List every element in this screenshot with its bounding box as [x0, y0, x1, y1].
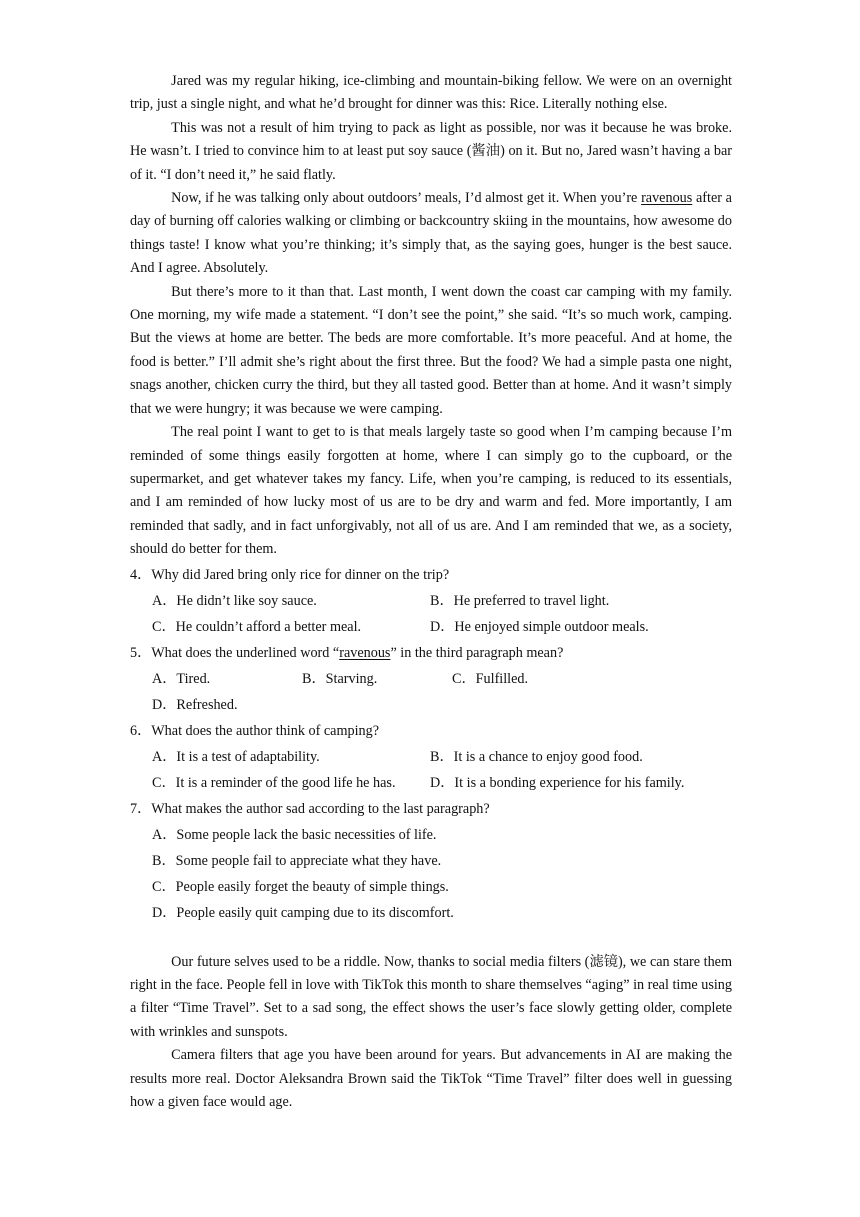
question-5-option-a: A．Tired. — [152, 670, 211, 687]
question-6-options — [152, 744, 732, 796]
question-5-underlined-word: ravenous — [339, 644, 391, 661]
question-7 — [130, 796, 732, 926]
passage2-paragraph-2: Camera filters that age you have been around for years. But advancements in AI are making the results more real. Doctor Aleksandra Brown said the TikTok “Time Travel” filter does well in guessing how a given face would age. — [130, 1047, 732, 1110]
question-6-option-c: C．It is a reminder of the good life he has. — [152, 774, 396, 791]
passage1-paragraph-2: This was not a result of him trying to pack as light as possible, nor was it because he was broke. He wasn’t. I tried to convince him to at least put soy sauce (酱油) on it. But no, Jared wasn’t having a bar of it. “I don’t need it,” he said flatly. — [130, 119, 732, 183]
question-6-stem: 6．What does the author think of camping? — [130, 722, 380, 739]
question-5-option-d: D．Refreshed. — [152, 696, 238, 713]
question-7-option-c: C．People easily forget the beauty of simple things. — [152, 878, 449, 895]
question-4-option-a: A．He didn’t like soy sauce. — [152, 592, 317, 609]
question-4-option-c: C．He couldn’t afford a better meal. — [152, 618, 362, 635]
question-7-option-a: A．Some people lack the basic necessities of life. — [152, 826, 437, 843]
question-7-stem: 7．What makes the author sad according to the last paragraph? — [130, 800, 490, 817]
passage1-paragraph-3 — [130, 187, 732, 281]
passage1-paragraph-1: Jared was my regular hiking, ice-climbing and mountain-biking fellow. We were on an overnight trip, just a single night, and what he’d brought for dinner was this: Rice. Literally nothing else. — [130, 73, 732, 113]
question-4-option-d: D．He enjoyed simple outdoor meals. — [430, 618, 649, 635]
question-7-options — [152, 822, 732, 926]
question-4-stem: 4．Why did Jared bring only rice for dinner on the trip? — [130, 566, 450, 583]
question-7-option-b: B．Some people fail to appreciate what they have. — [152, 852, 442, 869]
question-5-stem-after: ” in the third paragraph mean? — [390, 644, 564, 661]
question-5-stem-before: 5．What does the underlined word “ — [130, 644, 340, 661]
question-5-stem — [130, 640, 732, 666]
document-page — [130, 70, 732, 1114]
p3-text-before: Now, if he was talking only about outdoors’ meals, I’d almost get it. When you’re — [171, 190, 642, 207]
question-6-option-b: B．It is a chance to enjoy good food. — [430, 748, 643, 765]
question-6-option-a: A．It is a test of adaptability. — [152, 748, 320, 765]
question-6 — [130, 718, 732, 796]
question-5-options — [152, 666, 732, 718]
section-spacer — [130, 926, 732, 951]
question-5-option-b: B．Starving. — [302, 670, 378, 687]
question-5 — [130, 640, 732, 718]
passage2-paragraph-1: Our future selves used to be a riddle. Now, thanks to social media filters (滤镜), we can stare them right in the face. People fell in love with TikTok this month to share themselves “aging” in real time using a filter “Time Travel”. Set to a sad song, the effect shows the user’s face slowly getting older, complete with wrinkles and sunspots. — [130, 953, 732, 1040]
question-4-options — [152, 588, 732, 640]
p3-text-after: after a day of burning off calories walking or climbing or backcountry skiing in the mountains, how awesome do things taste! I know what you’re thinking; it’s simply that, as the saying goes, hunger is the best sauce. And I agree. Absolutely. — [130, 190, 732, 277]
question-6-option-d: D．It is a bonding experience for his family. — [430, 774, 685, 791]
passage1-paragraph-4: But there’s more to it than that. Last month, I went down the coast car camping with my family. One morning, my wife made a statement. “I don’t see the point,” she said. “It’s so much work, camping. But the views at home are better. The beds are more comfortable. It’s more peaceful. And at home, the food is better.” I’ll admit she’s right about the first three. But the food? We had a simple pasta one night, snags another, chicken curry the third, but they all tasted good. Better than at home. And it wasn’t simply that we were hungry; it was because we were camping. — [130, 283, 732, 417]
underlined-word-ravenous: ravenous — [641, 190, 693, 207]
question-4 — [130, 562, 732, 640]
passage1-paragraph-5: The real point I want to get to is that meals largely taste so good when I’m camping because I’m reminded of some things easily forgotten at home, where I can simply go to the cupboard, or the supermarket, and get whatever takes my fancy. Life, when you’re camping, is reduced to its essentials, and I am reminded of how lucky most of us are to be dry and warm and fed. More importantly, I am reminded that sadly, and in fact unforgivably, not all of us are. And I am reminded that we, as a society, should do better for them. — [130, 424, 732, 558]
question-4-option-b: B．He preferred to travel light. — [430, 592, 610, 609]
question-5-option-c: C．Fulfilled. — [452, 670, 529, 687]
question-7-option-d: D．People easily quit camping due to its discomfort. — [152, 904, 454, 921]
